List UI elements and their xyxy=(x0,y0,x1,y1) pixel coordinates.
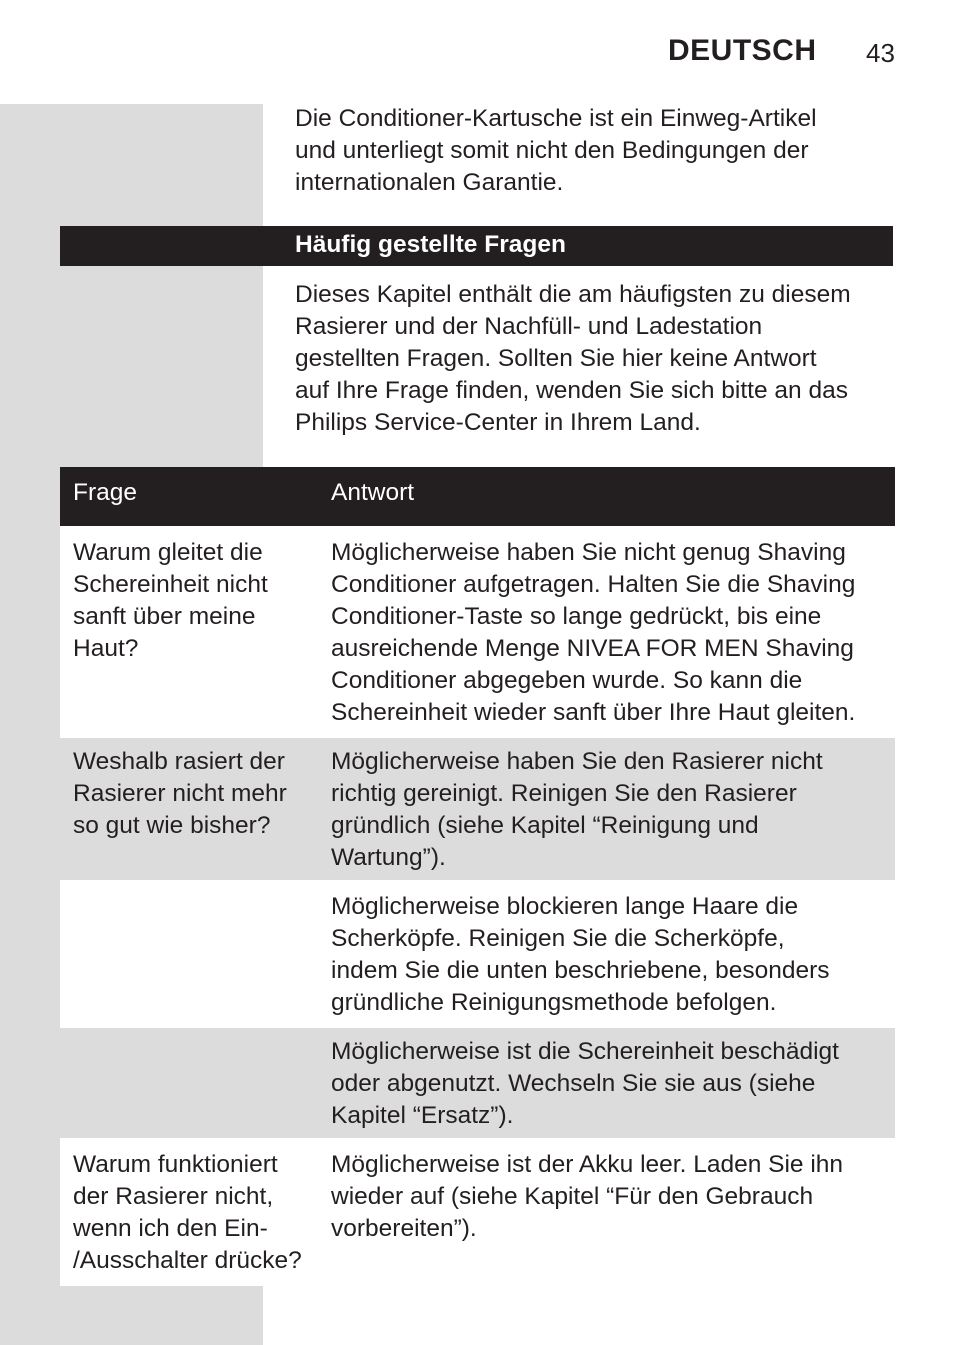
question-cell xyxy=(60,1140,318,1285)
intro-line: internationalen Garantie. xyxy=(295,169,564,196)
question-line: der Rasierer nicht, xyxy=(73,1183,274,1210)
answer-line: Möglicherweise ist die Schereinheit beschädigt xyxy=(331,1038,839,1065)
column-header-answer: Antwort xyxy=(318,467,895,528)
section-line: auf Ihre Frage finden, wenden Sie sich bitte an das xyxy=(295,377,848,404)
question-line: Rasierer nicht mehr xyxy=(73,780,287,807)
question-line: Warum gleitet die xyxy=(73,539,263,566)
question-line: Weshalb rasiert der xyxy=(73,748,285,775)
section-line: Dieses Kapitel enthält die am häufigsten zu diesem xyxy=(295,281,851,308)
answer-line: Möglicherweise haben Sie den Rasierer nicht xyxy=(331,748,823,775)
section-line: gestellten Fragen. Sollten Sie hier keine Antwort xyxy=(295,345,817,372)
answer-line: Conditioner-Taste so lange gedrückt, bis eine xyxy=(331,603,822,630)
answer-line: Conditioner aufgetragen. Halten Sie die Shaving xyxy=(331,571,856,598)
language-heading: DEUTSCH xyxy=(668,34,817,67)
question-line: Haut? xyxy=(73,635,139,662)
answer-line: oder abgenutzt. Wechseln Sie sie aus (siehe xyxy=(331,1070,816,1097)
question-cell xyxy=(60,528,318,737)
section-title: Häufig gestellte Fragen xyxy=(295,231,566,258)
answer-line: Möglicherweise ist der Akku leer. Laden Sie ihn xyxy=(331,1151,844,1178)
section-line: Philips Service-Center in Ihrem Land. xyxy=(295,409,701,436)
answer-cell xyxy=(318,882,895,1027)
question-cell xyxy=(60,882,318,1027)
question-cell xyxy=(60,1027,318,1140)
answer-line: vorbereiten”). xyxy=(331,1215,477,1242)
section-line: Rasierer und der Nachfüll- und Ladestation xyxy=(295,313,763,340)
answer-line: gründliche Reinigungsmethode befolgen. xyxy=(331,989,777,1016)
faq-table xyxy=(60,467,895,1286)
answer-line: indem Sie die unten beschriebene, besonders xyxy=(331,957,830,984)
answer-cell xyxy=(318,737,895,882)
answer-line: Scherköpfe. Reinigen Sie die Scherköpfe, xyxy=(331,925,785,952)
answer-line: Conditioner abgegeben wurde. So kann die xyxy=(331,667,803,694)
intro-paragraph xyxy=(295,103,885,199)
question-line: /Ausschalter drücke? xyxy=(73,1247,302,1274)
answer-line: wieder auf (siehe Kapitel “Für den Gebrauch xyxy=(331,1183,814,1210)
answer-line: ausreichende Menge NIVEA FOR MEN Shaving xyxy=(331,635,854,662)
section-paragraph xyxy=(295,279,885,439)
question-line: wenn ich den Ein- xyxy=(73,1215,268,1242)
answer-line: Kapitel “Ersatz”). xyxy=(331,1102,514,1129)
table-row xyxy=(60,528,895,737)
answer-line: Schereinheit wieder sanft über Ihre Haut gleiten. xyxy=(331,699,856,726)
table-header-row xyxy=(60,467,895,528)
question-line: sanft über meine xyxy=(73,603,256,630)
table-row xyxy=(60,1027,895,1140)
section-heading-bar xyxy=(60,226,893,266)
answer-line: richtig gereinigt. Reinigen Sie den Rasierer xyxy=(331,780,797,807)
question-cell xyxy=(60,737,318,882)
answer-line: Wartung”). xyxy=(331,844,446,871)
table-row xyxy=(60,882,895,1027)
intro-line: und unterliegt somit nicht den Bedingungen der xyxy=(295,137,809,164)
answer-cell xyxy=(318,1140,895,1285)
answer-line: Möglicherweise blockieren lange Haare die xyxy=(331,893,799,920)
column-header-question: Frage xyxy=(60,467,318,528)
answer-cell xyxy=(318,528,895,737)
question-line: Warum funktioniert xyxy=(73,1151,278,1178)
answer-line: gründlich (siehe Kapitel “Reinigung und xyxy=(331,812,759,839)
answer-line: Möglicherweise haben Sie nicht genug Shaving xyxy=(331,539,846,566)
table-row xyxy=(60,1140,895,1285)
page-number: 43 xyxy=(866,38,895,68)
table-row xyxy=(60,737,895,882)
question-line: so gut wie bisher? xyxy=(73,812,271,839)
question-line: Schereinheit nicht xyxy=(73,571,268,598)
intro-line: Die Conditioner-Kartusche ist ein Einweg-Artikel xyxy=(295,105,817,132)
answer-cell xyxy=(318,1027,895,1140)
